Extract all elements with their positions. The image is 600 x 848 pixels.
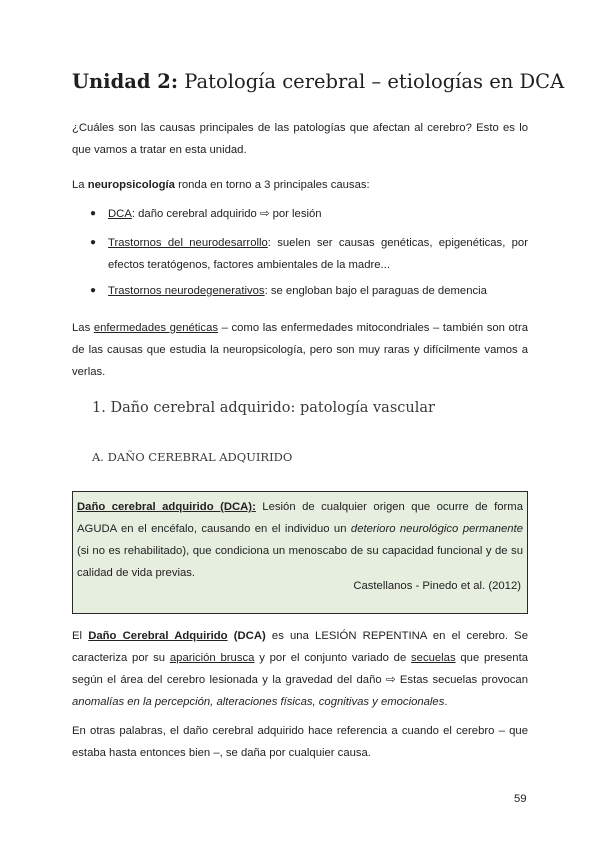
definition-term: Daño cerebral adquirido (DCA): — [77, 501, 256, 513]
bullet-icon: ● — [90, 208, 97, 219]
genetic-paragraph: Las enfermedades genéticas – como las enfermedades mitocondriales – también son otra de las causas que estudia la neuropsicología, pero son muy raras y difícilmente vamos a verlas. — [72, 322, 528, 378]
dca-abbr: (DCA) — [233, 630, 266, 642]
section-heading-1: 1. Daño cerebral adquirido: patología vascular — [92, 400, 435, 416]
definition-italic: deterioro neurológico permanente — [350, 523, 523, 535]
unit-title — [72, 70, 565, 93]
bullet-item-dca: ● DCA: daño cerebral adquirido ⇨ por lesión — [92, 203, 528, 225]
section-heading-a: A. DAÑO CEREBRAL ADQUIRIDO — [92, 450, 293, 464]
genetic-term: enfermedades genéticas — [93, 322, 219, 334]
bullet-term: Trastornos neurodegenerativos — [108, 285, 265, 297]
anomalias-italic: anomalías en la percepción, alteraciones físicas, cognitivas y emocionales — [72, 696, 445, 708]
secuelas-term: secuelas — [411, 652, 456, 664]
definition-source: Castellanos - Pinedo et al. (2012) — [353, 580, 521, 592]
aparicion-term: aparición brusca — [169, 652, 255, 664]
neuropsicologia-paragraph: La neuropsicología ronda en torno a 3 principales causas: — [72, 179, 370, 191]
bullet-term: DCA — [108, 208, 132, 220]
definition-box — [72, 491, 528, 614]
bullet-term: Trastornos del neurodesarrollo — [108, 237, 268, 249]
definition-text: Daño cerebral adquirido (DCA): Lesión de cualquier origen que ocurre de forma AGUDA en el encéfalo, causando en el individuo un deterioro neurológico permanente (si no es rehabilitado), que condiciona un menoscabo de su capacidad funcional y de su calidad de vida previas. — [77, 501, 524, 579]
neuropsicologia-term: neuropsicología — [87, 179, 175, 191]
unit-title-bold: Unidad 2: — [72, 70, 179, 93]
dca-term: Daño Cerebral Adquirido — [88, 630, 228, 642]
dca-paragraph: El Daño Cerebral Adquirido (DCA) es una LESIÓN REPENTINA en el cerebro. Se caracteriza por su aparición brusca y por el conjunto variado de secuelas que presenta según el área del cerebro lesionada y la gravedad del daño ⇨ Estas secuelas provocan anomalías en la percepción, alteraciones físicas, cognitivas y emocionales. — [72, 630, 528, 708]
unit-title-text: Patología cerebral – etiologías en DCA — [184, 70, 565, 93]
bullet-icon: ● — [90, 237, 97, 248]
intro-paragraph: ¿Cuáles son las causas principales de las patologías que afectan al cerebro? Esto es lo que vamos a tratar en esta unidad. — [72, 122, 528, 156]
bullet-icon: ● — [90, 285, 97, 296]
bullet-item-neurodesarrollo: ● Trastornos del neurodesarrollo: suelen ser causas genéticas, epigenéticas, por efectos teratógenos, factores ambientales de la madre... — [92, 232, 528, 276]
otras-palabras-paragraph: En otras palabras, el daño cerebral adquirido hace referencia a cuando el cerebro – que estaba hasta entonces bien –, se daña por cualquier causa. — [72, 725, 528, 759]
page-number: 59 — [514, 793, 527, 805]
bullet-item-neurodegenerativos: ● Trastornos neurodegenerativos: se engloban bajo el paraguas de demencia — [92, 280, 528, 302]
